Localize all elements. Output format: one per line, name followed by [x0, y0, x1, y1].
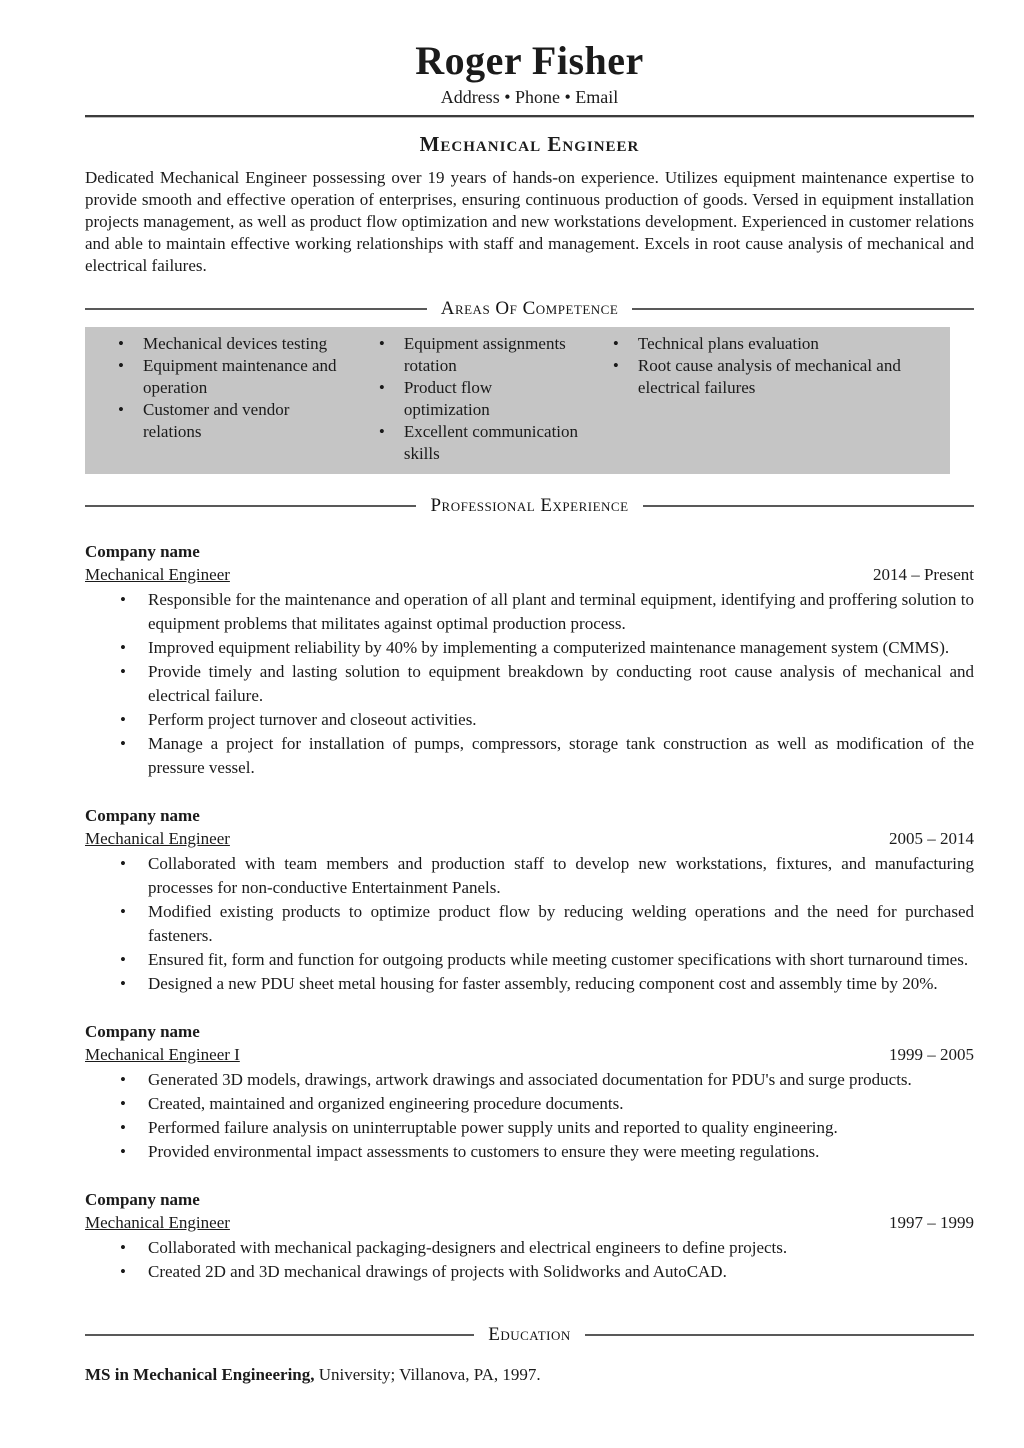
heading-rule-left — [85, 308, 427, 310]
job-entry — [85, 540, 974, 780]
heading-rule-right — [632, 308, 974, 310]
competence-item: • Technical plans evaluation — [580, 333, 950, 355]
job-title-row — [85, 827, 974, 850]
competence-column-2 — [346, 333, 580, 465]
job-dates: 2005 – 2014 — [889, 829, 974, 848]
bullet-item: • Performed failure analysis on uninterruptable power supply units and reported to quality engineering. — [85, 1116, 974, 1140]
bullet-item: • Designed a new PDU sheet metal housing for faster assembly, reducing component cost and assembly time by 20%. — [85, 972, 974, 996]
job-title: Mechanical Engineer — [85, 829, 230, 848]
bullet-item: • Manage a project for installation of pumps, compressors, storage tank construction as well as modification of the pressure vessel. — [85, 732, 974, 780]
company-name: Company name — [85, 1190, 200, 1209]
competence-item: • Mechanical devices testing — [85, 333, 346, 355]
job-title-row — [85, 1211, 974, 1234]
bullet-item: • Created, maintained and organized engineering procedure documents. — [85, 1092, 974, 1116]
competence-list — [346, 333, 580, 465]
job-title-row — [85, 563, 974, 586]
job-title-row — [85, 1043, 974, 1066]
competence-item: • Excellent communication skills — [346, 421, 580, 465]
competence-column-1 — [85, 333, 346, 465]
job-title: Mechanical Engineer — [85, 1213, 230, 1232]
job-entry — [85, 1188, 974, 1284]
job-entry — [85, 1020, 974, 1164]
heading-rule-right — [643, 505, 974, 507]
section-title: Areas Of Competence — [440, 298, 619, 319]
resume-name: Roger Fisher — [415, 38, 644, 83]
bullet-item: • Created 2D and 3D mechanical drawings of projects with Solidworks and AutoCAD. — [85, 1260, 974, 1284]
job-title: Mechanical Engineer I — [85, 1045, 240, 1064]
contact-line: Address • Phone • Email — [440, 87, 619, 107]
education-degree: MS in Mechanical Engineering, — [85, 1365, 315, 1384]
section-heading-competence — [85, 298, 974, 320]
bullet-item: • Provide timely and lasting solution to equipment breakdown by conducting root cause analysis of mechanical and electrical failure. — [85, 660, 974, 708]
bullet-item: • Improved equipment reliability by 40% by implementing a computerized maintenance management system (CMMS). — [85, 636, 974, 660]
competence-item: • Product flow optimization — [346, 377, 580, 421]
section-heading-experience — [85, 495, 974, 517]
education-details: University; Villanova, PA, 1997. — [314, 1365, 541, 1384]
competence-list — [85, 333, 346, 443]
heading-rule-left — [85, 1334, 474, 1336]
section-title: Education — [488, 1324, 571, 1345]
job-bullets — [85, 588, 974, 780]
role-title: Mechanical Engineer — [419, 132, 640, 156]
competence-box — [85, 327, 950, 474]
bullet-item: • Provided environmental impact assessments to customers to ensure they were meeting regulations. — [85, 1140, 974, 1164]
education-entry — [85, 1363, 974, 1386]
section-heading-education — [85, 1324, 974, 1346]
job-entry — [85, 804, 974, 996]
bullet-item: • Modified existing products to optimize product flow by reducing welding operations and the need for purchased fasteners. — [85, 900, 974, 948]
job-dates: 2014 – Present — [872, 565, 974, 584]
header-rule — [85, 115, 974, 118]
competence-item: • Equipment assignments rotation — [346, 333, 580, 377]
job-dates: 1999 – 2005 — [889, 1045, 974, 1064]
bullet-item: • Responsible for the maintenance and operation of all plant and terminal equipment, identifying and proffering solution to equipment problems that militates against optimal production process. — [85, 588, 974, 636]
bullet-item: • Perform project turnover and closeout activities. — [85, 708, 974, 732]
job-bullets — [85, 1068, 974, 1164]
competence-item: • Root cause analysis of mechanical and electrical failures — [580, 355, 950, 399]
competence-item: • Customer and vendor relations — [85, 399, 346, 443]
bullet-item: • Collaborated with team members and production staff to develop new workstations, fixtures, and manufacturing processes for non-conductive Entertainment Panels. — [85, 852, 974, 900]
heading-rule-right — [585, 1334, 974, 1336]
company-name: Company name — [85, 1022, 200, 1041]
job-bullets — [85, 852, 974, 996]
competence-column-3 — [580, 333, 950, 465]
job-title: Mechanical Engineer — [85, 565, 230, 584]
job-bullets — [85, 1236, 974, 1284]
bullet-item: • Ensured fit, form and function for outgoing products while meeting customer specifications with short turnaround times. — [85, 948, 974, 972]
job-dates: 1997 – 1999 — [889, 1213, 974, 1232]
competence-list — [580, 333, 950, 399]
bullet-item: • Collaborated with mechanical packaging-designers and electrical engineers to define projects. — [85, 1236, 974, 1260]
company-name: Company name — [85, 806, 200, 825]
heading-rule-left — [85, 505, 416, 507]
section-title: Professional Experience — [430, 495, 629, 516]
competence-item: • Equipment maintenance and operation — [85, 355, 346, 399]
bullet-item: • Generated 3D models, drawings, artwork drawings and associated documentation for PDU's and surge products. — [85, 1068, 974, 1092]
summary-text: Dedicated Mechanical Engineer possessing over 19 years of hands-on experience. Utilizes equipment maintenance expertise to provide smooth and effective operation of enterprises, ensuring continuous production of goods. Versed in equipment installation projects management, as well as product flow optimization and new workstations development. Experienced in customer relations and able to maintain effective working relationships with staff and management. Excels in root cause analysis of mechanical and electrical failures. — [85, 168, 974, 275]
company-name: Company name — [85, 542, 200, 561]
